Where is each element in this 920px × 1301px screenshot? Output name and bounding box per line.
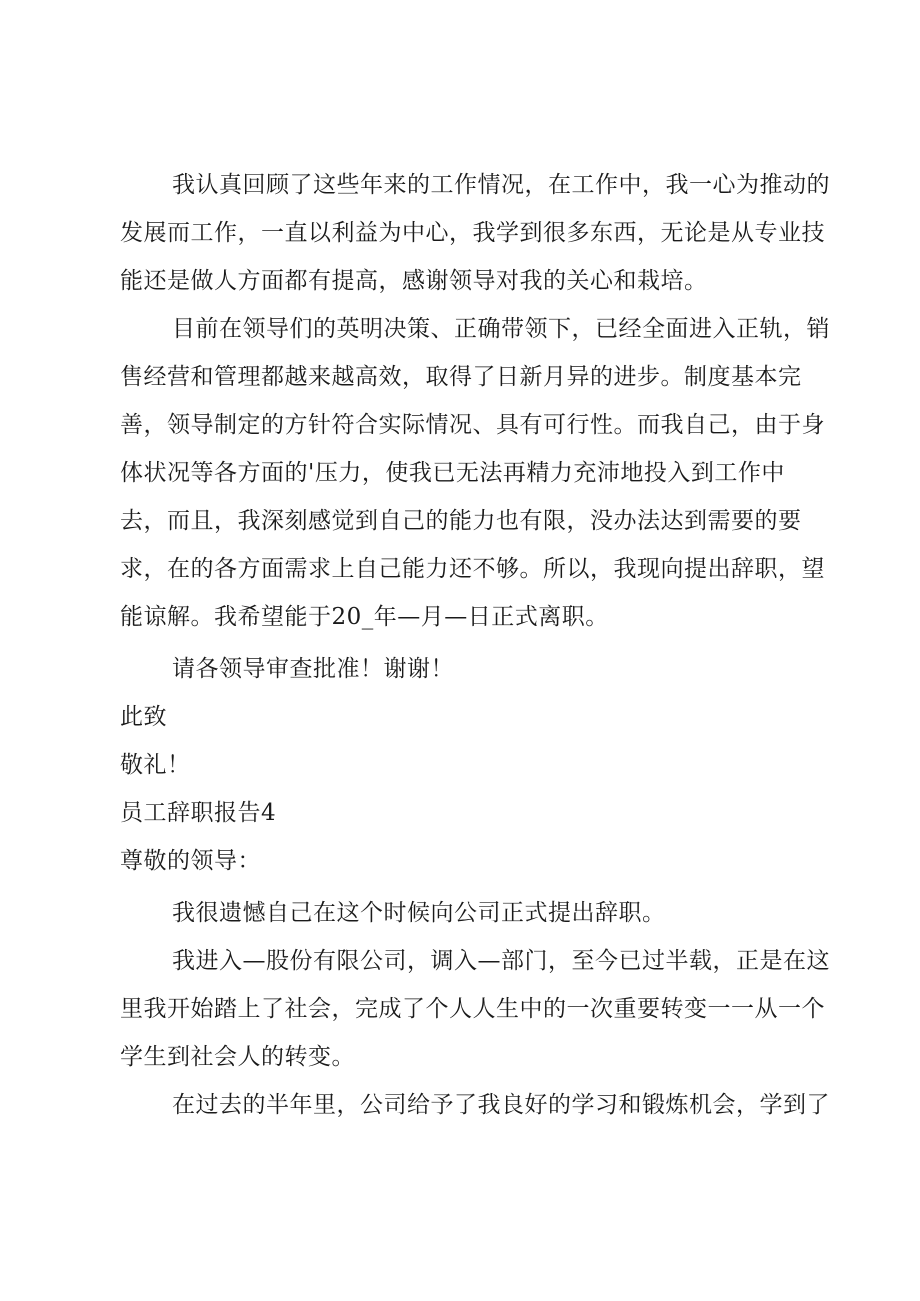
paragraph-1-line-3: 能还是做人方面都有提高，感谢领导对我的关心和栽培。 [120, 268, 708, 294]
paragraph-2-line-7: 能谅解。我希望能于20_年—月—日正式离职。 [120, 604, 609, 630]
greeting: 尊敬的领导： [120, 848, 261, 874]
paragraph-4-line-1: 我进入—股份有限公司，调入—部门，至今已过半载，正是在这 [172, 948, 830, 974]
closing-request: 请各领导审查批准！谢谢！ [172, 656, 454, 682]
paragraph-2-line-3: 善，领导制定的方针符合实际情况、具有可行性。而我自己，由于身 [120, 412, 825, 438]
salutation-zhizhi: 此致 [120, 704, 167, 730]
paragraph-2-line-1: 目前在领导们的英明决策、正确带领下，已经全面进入正轨，销 [172, 316, 830, 342]
paragraph-4-line-3: 学生到社会人的转变。 [120, 1044, 355, 1070]
paragraph-3-line-1: 我很遗憾自己在这个时候向公司正式提出辞职。 [172, 900, 666, 926]
paragraph-2-line-6: 求，在的各方面需求上自己能力还不够。所以，我现向提出辞职，望 [120, 556, 825, 582]
paragraph-2-line-4: 体状况等各方面的'压力，使我已无法再精力充沛地投入到工作中 [120, 460, 785, 486]
paragraph-1-line-1: 我认真回顾了这些年来的工作情况，在工作中，我一心为推动的 [172, 172, 830, 198]
paragraph-2-line-2: 售经营和管理都越来越高效，取得了日新月异的进步。制度基本完 [120, 364, 802, 390]
paragraph-4-line-2: 里我开始踏上了社会，完成了个人人生中的一次重要转变一一从一个 [120, 996, 825, 1022]
section-title: 员工辞职报告4 [120, 800, 277, 826]
paragraph-1-line-2: 发展而工作，一直以利益为中心，我学到很多东西，无论是从专业技 [120, 220, 825, 246]
salutation-jingli: 敬礼！ [120, 752, 191, 778]
paragraph-2-line-5: 去，而且，我深刻感觉到自己的能力也有限，没办法达到需要的要 [120, 508, 802, 534]
paragraph-5-line-1: 在过去的半年里，公司给予了我良好的学习和锻炼机会，学到了 [172, 1092, 830, 1118]
